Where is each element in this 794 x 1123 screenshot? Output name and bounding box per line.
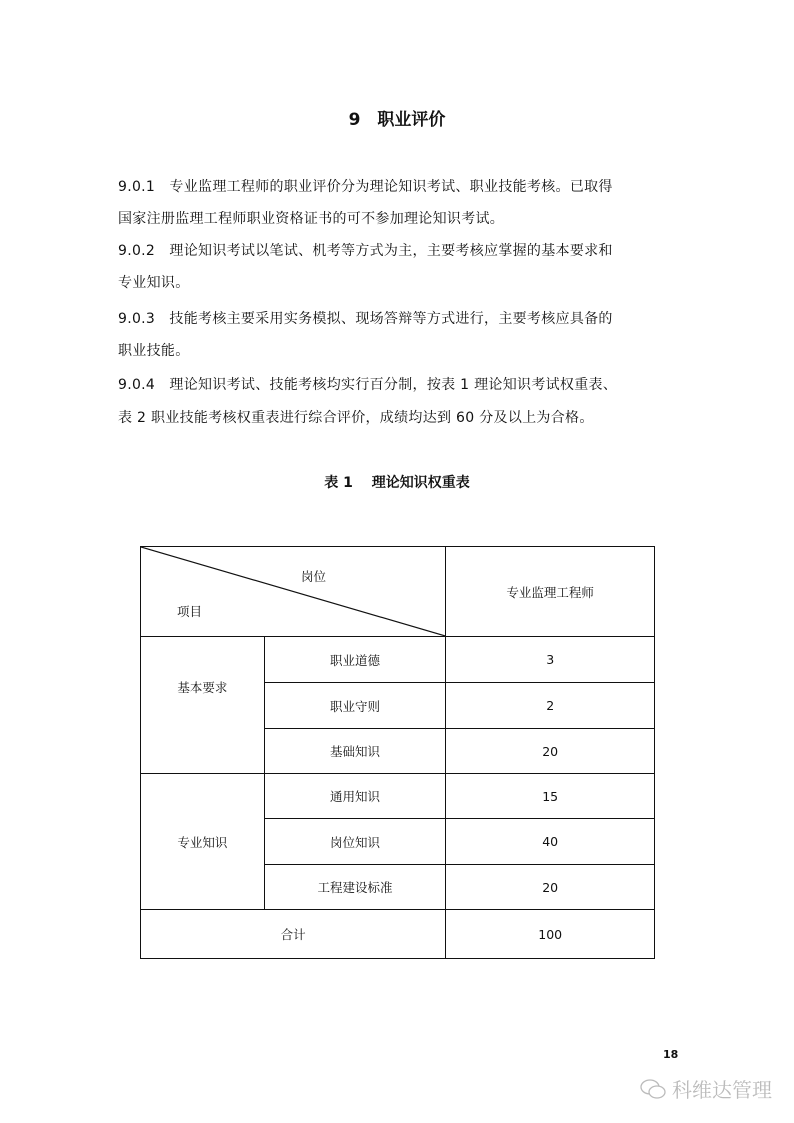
weight-table — [140, 546, 655, 959]
row-header-label: 项目 — [177, 604, 203, 619]
table-row — [141, 637, 655, 683]
total-label: 合计 — [141, 910, 446, 959]
watermark-text: 科维达管理 — [672, 1078, 772, 1102]
value-cell: 15 — [446, 774, 655, 819]
total-row — [141, 910, 655, 959]
paragraph-line: 9.0.2 理论知识考试以笔试、机考等方式为主，主要考核应掌握的基本要求和 — [118, 243, 613, 259]
value-cell: 40 — [446, 819, 655, 865]
group-cell: 基本要求 — [141, 637, 265, 774]
section-title: 9 职业评价 — [348, 110, 446, 130]
paragraph-line: 专业知识。 — [118, 275, 190, 291]
item-cell: 工程建设标准 — [264, 865, 446, 910]
item-cell: 通用知识 — [264, 774, 446, 819]
column-header: 专业监理工程师 — [446, 547, 655, 637]
item-cell: 职业守则 — [264, 683, 446, 729]
value-cell: 3 — [446, 637, 655, 683]
paragraph-line: 9.0.1 专业监理工程师的职业评价分为理论知识考试、职业技能考核。已取得 — [118, 179, 613, 195]
diagonal-header-cell — [141, 547, 446, 637]
item-cell: 岗位知识 — [264, 819, 446, 865]
paragraph-line: 表 2 职业技能考核权重表进行综合评价，成绩均达到 60 分及以上为合格。 — [118, 410, 594, 426]
item-cell: 职业道德 — [264, 637, 446, 683]
page-number: 18 — [663, 1048, 679, 1061]
paragraph-line: 国家注册监理工程师职业资格证书的可不参加理论知识考试。 — [118, 211, 505, 227]
table-row — [141, 774, 655, 819]
value-cell: 20 — [446, 729, 655, 774]
group-cell: 专业知识 — [141, 774, 265, 910]
paragraph-line: 职业技能。 — [118, 343, 190, 359]
total-value: 100 — [446, 910, 655, 959]
item-cell: 基础知识 — [264, 729, 446, 774]
diagonal-line — [141, 547, 445, 636]
paragraph-line: 9.0.4 理论知识考试、技能考核均实行百分制，按表 1 理论知识考试权重表、 — [118, 377, 618, 393]
watermark — [640, 1074, 772, 1103]
col-header-label: 岗位 — [301, 569, 327, 584]
value-cell: 2 — [446, 683, 655, 729]
table-caption: 表 1 理论知识权重表 — [324, 475, 470, 491]
value-cell: 20 — [446, 865, 655, 910]
paragraph-line: 9.0.3 技能考核主要采用实务模拟、现场答辩等方式进行，主要考核应具备的 — [118, 311, 613, 327]
wechat-icon — [640, 1078, 666, 1100]
